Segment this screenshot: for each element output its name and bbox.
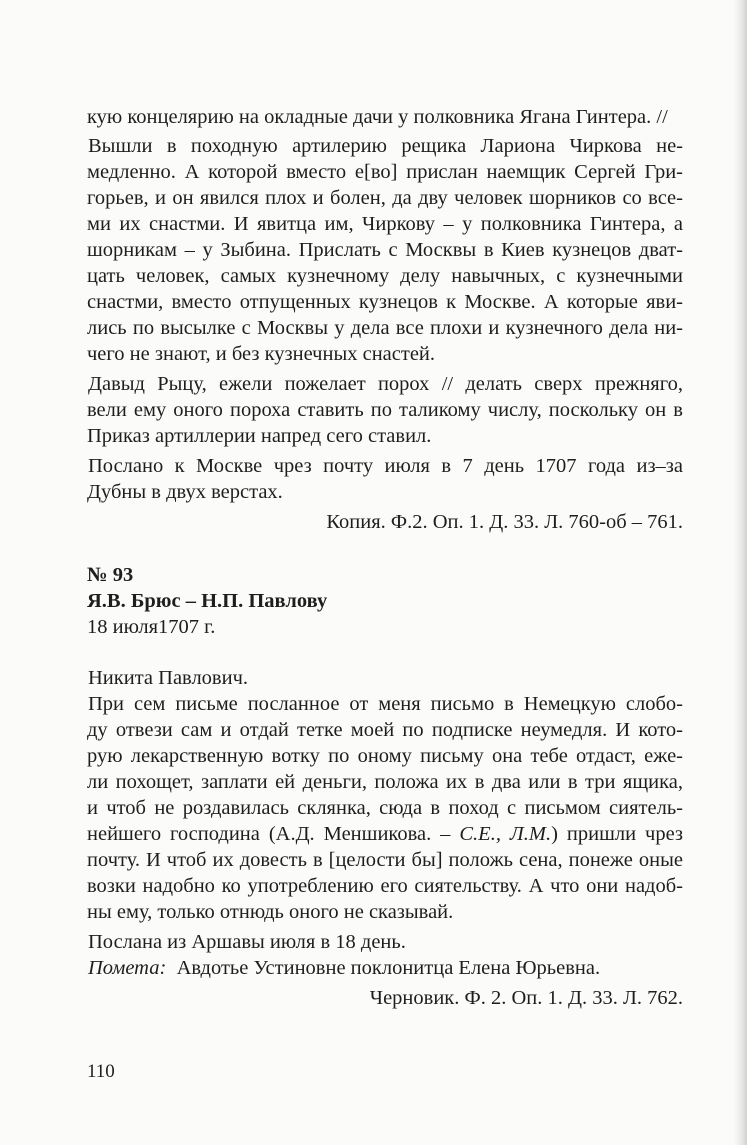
archive-reference: Черновик. Ф. 2. Оп. 1. Д. 33. Л. 762. xyxy=(369,987,683,1009)
archive-reference: Копия. Ф.2. Оп. 1. Д. 33. Л. 760-об – 761. xyxy=(326,511,683,533)
text-segment: ) пришли чрез xyxy=(551,823,684,845)
text-line: почту. И чтоб их довесть в [целости бы] положь сена, понеже оные xyxy=(87,849,683,871)
text-line: цать человек, самых кузнечному делу навычных, с кузнечными xyxy=(87,265,683,287)
text-line: Вышли в походную артилерию рещика Лариона Чиркова не- xyxy=(88,135,683,157)
text-line: Послано к Москве чрез почту июля в 7 день 1707 года из–за xyxy=(88,455,683,477)
text-line: Послана из Аршавы июля в 18 день. xyxy=(88,931,406,953)
text-line-with-editor-note xyxy=(87,821,683,847)
document-number: № 93 xyxy=(87,564,134,586)
text-segment: нейшего господина (А.Д. Меншикова. – xyxy=(87,823,451,845)
text-line: ду отвези сам и отдай тетке моей по подписке неумедля. И кото- xyxy=(87,719,683,741)
text-line: возки надобно ко употреблению его сиятельству. А что они надоб- xyxy=(87,875,683,897)
text-line: и чтоб не роздавилась склянка, сюда в поход с письмом сиятель- xyxy=(87,797,683,819)
text-line: Дубны в двух верстах. xyxy=(87,481,283,503)
text-line: При сем письме посланное от меня письмо в Немецкую слобо- xyxy=(88,693,683,715)
text-line: шорникам – у Зыбина. Прислать с Москвы в Киев кузнецов дват- xyxy=(87,239,683,261)
document-title: Я.В. Брюс – Н.П. Павлову xyxy=(87,590,328,612)
text-line: снастми, вместо отпущенных кузнецов к Москве. А которые яви- xyxy=(87,291,683,313)
text-line: горьев, и он явился плох и болен, да дву человек шорников со все- xyxy=(87,187,683,209)
text-line: рую лекарственную вотку по оному письму она тебе отдаст, еже- xyxy=(87,745,683,767)
note-line xyxy=(88,955,600,981)
text-line: лись по высылке с Москвы у дела все плохи и кузнечного дела ни- xyxy=(87,317,683,339)
document-date: 18 июля1707 г. xyxy=(87,616,216,638)
text-line: Приказ артиллерии напред сего ставил. xyxy=(87,425,432,447)
text-line: ны ему, только отнюдь оного не сказывай. xyxy=(87,901,454,923)
text-line: кую концелярию на окладные дачи у полковника Ягана Гинтера. // xyxy=(87,106,668,128)
editor-initials: С.Е., Л.М. xyxy=(459,823,552,845)
text-line: ми их снастми. И явитца им, Чиркову – у полковника Гинтера, а xyxy=(87,213,683,235)
text-line: медленно. А которой вместо е[во] прислан наемщик Сергей Гри- xyxy=(87,161,683,183)
page-number: 110 xyxy=(87,1061,115,1082)
salutation: Никита Павлович. xyxy=(88,667,249,689)
note-label: Помета: xyxy=(88,957,167,979)
note-text: Авдотье Устиновне поклонитца Елена Юрьевна. xyxy=(176,957,601,979)
text-line: Давыд Рыцу, ежели пожелает порох // делать сверх прежняго, xyxy=(88,373,683,395)
text-line: ли похощет, заплати ей деньги, положа их в два или в три ящика, xyxy=(87,771,683,793)
text-line: вели ему оного пороха ставить по таликому числу, поскольку он в xyxy=(87,399,683,421)
text-line: чего не знают, и без кузнечных снастей. xyxy=(87,343,436,365)
page-edge-shadow xyxy=(733,0,747,1145)
